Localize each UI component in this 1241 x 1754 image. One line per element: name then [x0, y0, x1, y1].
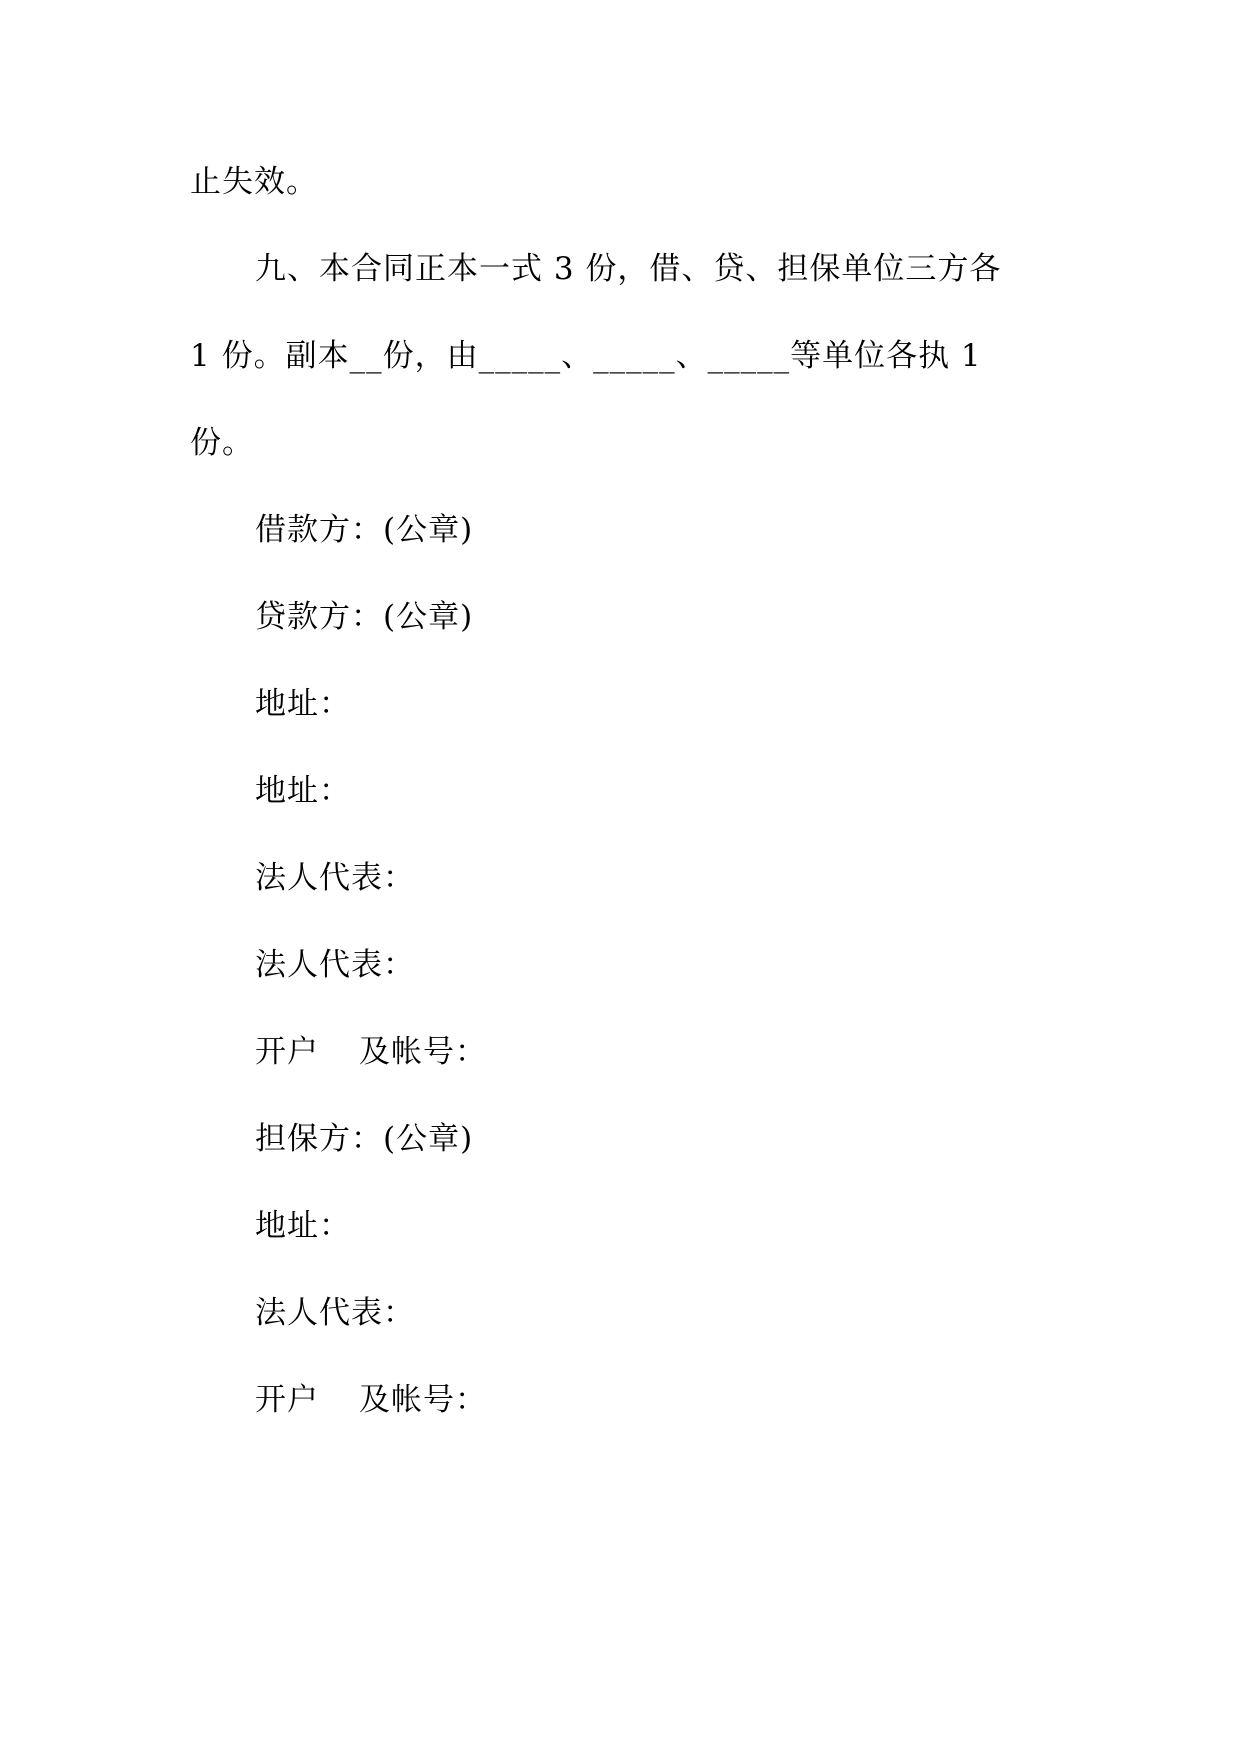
bank-account-label-1-part-1: 开户: [255, 1034, 319, 1070]
bank-account-label-2: [255, 1382, 487, 1418]
borrower-legal-representative-label: 法人代表：: [255, 860, 415, 896]
guarantor-seal-label: 担保方：(公章): [255, 1121, 474, 1157]
paragraph-ending: 止失效。: [190, 164, 318, 200]
bank-account-label-2-part-1: 开户: [255, 1382, 319, 1418]
lender-legal-representative-label: 法人代表：: [255, 947, 415, 983]
borrower-seal-label: 借款方：(公章): [255, 512, 474, 548]
lender-seal-label: 贷款方：(公章): [255, 599, 474, 635]
clause-nine-line-2: 1 份。副本__份，由_____、_____、_____等单位各执 1: [190, 338, 982, 374]
guarantor-address-label: 地址：: [255, 1208, 351, 1244]
clause-nine-line-3: 份。: [190, 425, 254, 461]
bank-account-label-1: [255, 1034, 487, 1070]
clause-nine-line-1: 九、本合同正本一式 3 份，借、贷、担保单位三方各: [255, 251, 1002, 287]
guarantor-legal-representative-label: 法人代表：: [255, 1295, 415, 1331]
bank-account-label-1-part-2: 及帐号：: [359, 1034, 487, 1070]
lender-address-label: 地址：: [255, 773, 351, 809]
bank-account-label-2-part-2: 及帐号：: [359, 1382, 487, 1418]
borrower-address-label: 地址：: [255, 686, 351, 722]
